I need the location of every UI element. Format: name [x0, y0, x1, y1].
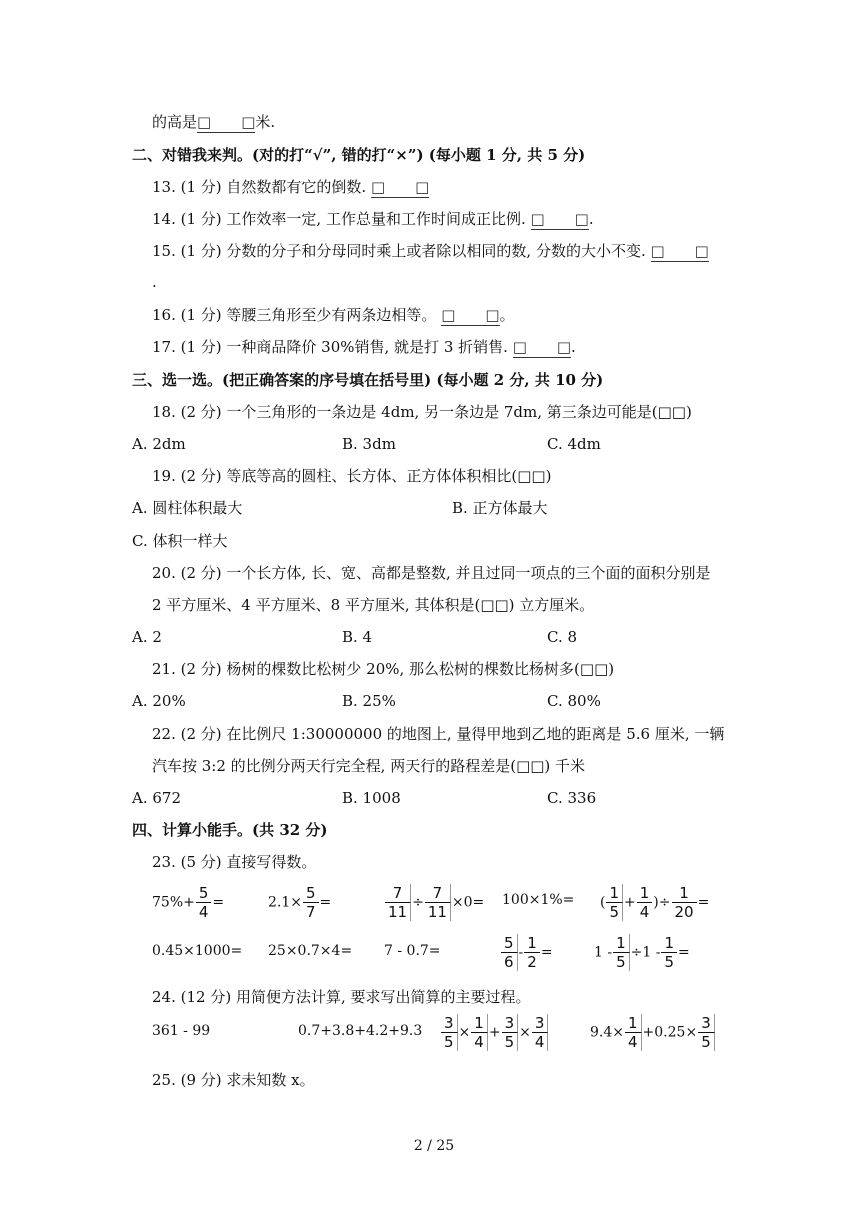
- denominator: 4: [625, 1033, 642, 1051]
- calc-item: [590, 1014, 716, 1051]
- fraction: [385, 884, 411, 921]
- calc-item: [384, 884, 484, 921]
- option-b[interactable]: B. 4: [342, 628, 373, 646]
- fraction: [625, 1014, 642, 1051]
- numerator: 3: [441, 1014, 458, 1033]
- expr-text: =: [212, 894, 225, 911]
- section-3-title: 三、选一选。(把正确答案的序号填在括号里) (每小题 2 分, 共 10 分): [132, 371, 604, 389]
- question-22-stem-cont: 汽车按 3:2 的比例分两天行完全程, 两天行的路程差是(□□) 千米: [152, 757, 586, 775]
- question-17: [152, 337, 576, 358]
- calc-item: 0.7+3.8+4.2+9.3: [298, 1023, 423, 1039]
- denominator: 4: [471, 1033, 488, 1051]
- denominator: 5: [613, 953, 630, 971]
- question-22-stem: 22. (2 分) 在比例尺 1:30000000 的地图上, 量得甲地到乙地的距离是 5.6 厘米, 一辆: [152, 725, 725, 743]
- option-a[interactable]: A. 2dm: [132, 435, 186, 453]
- operator: ÷: [412, 894, 424, 911]
- calc-item: [600, 884, 709, 921]
- option-a[interactable]: A. 672: [132, 789, 181, 807]
- numerator: 1: [672, 884, 697, 903]
- option-a[interactable]: A. 20%: [132, 692, 186, 710]
- fraction: [441, 1014, 458, 1051]
- operator: ×: [458, 1024, 471, 1041]
- paren: ): [653, 894, 659, 911]
- numerator: 3: [532, 1014, 549, 1033]
- option-b[interactable]: B. 正方体最大: [452, 499, 548, 517]
- option-a[interactable]: A. 圆柱体积最大: [132, 499, 243, 517]
- question-20-stem: 20. (2 分) 一个长方体, 长、宽、高都是整数, 并且过同一项点的三个面的面积分别是: [152, 564, 711, 582]
- denominator: 5: [698, 1033, 715, 1051]
- question-15: [152, 241, 709, 262]
- expr-text: +0.25×: [642, 1024, 698, 1041]
- answer-blank[interactable]: □ □: [530, 210, 589, 228]
- expr-text: =: [678, 944, 690, 961]
- calc-item: 0.45×1000=: [152, 943, 243, 959]
- lead-line: [152, 112, 275, 133]
- calc-item: 361 - 99: [152, 1023, 211, 1039]
- numerator: 1: [661, 934, 677, 953]
- question-text: 14. (1 分) 工作效率一定, 工作总量和工作时间成正比例.: [152, 210, 526, 228]
- denominator: 4: [532, 1033, 549, 1051]
- fraction: [524, 934, 540, 971]
- expr-text: 1 -: [594, 944, 613, 961]
- answer-blank[interactable]: □ □: [370, 178, 430, 196]
- operator: ×: [519, 1024, 531, 1041]
- denominator: 7: [306, 903, 316, 921]
- answer-blank[interactable]: □ □: [197, 113, 256, 131]
- lead-text: 的高是: [152, 113, 198, 131]
- calc-item: [500, 934, 553, 971]
- paren: (: [600, 894, 606, 911]
- question-15-cont: .: [152, 273, 157, 291]
- question-25-stem: 25. (9 分) 求未知数 x。: [152, 1071, 315, 1089]
- lead-unit: 米.: [255, 113, 276, 131]
- question-19-stem: 19. (2 分) 等底等高的圆柱、长方体、正方体体积相比(□□): [152, 467, 552, 485]
- question-14: [152, 209, 594, 230]
- section-4-title: 四、计算小能手。(共 32 分): [132, 821, 328, 839]
- option-c[interactable]: C. 体积一样大: [132, 532, 228, 550]
- denominator: 5: [664, 953, 675, 971]
- denominator: 6: [501, 953, 518, 971]
- option-b[interactable]: B. 25%: [342, 692, 396, 710]
- denominator: 11: [385, 903, 411, 921]
- question-tail: .: [571, 338, 576, 356]
- numerator: 1: [606, 884, 623, 903]
- question-text: 15. (1 分) 分数的分子和分母同时乘上或者除以相同的数, 分数的大小不变.: [152, 242, 646, 260]
- question-text: 16. (1 分) 等腰三角形至少有两条边相等。: [152, 306, 437, 324]
- denominator: 4: [198, 903, 209, 921]
- denominator: 5: [502, 1033, 519, 1051]
- expr-text: =: [319, 894, 332, 911]
- fraction: [672, 884, 697, 921]
- question-tail: .: [588, 210, 594, 228]
- operator: ÷: [658, 894, 671, 911]
- fraction: [637, 884, 653, 921]
- denominator: 5: [606, 903, 623, 921]
- numerator: 5: [303, 884, 319, 903]
- numerator: 5: [501, 934, 518, 953]
- expr-text: 2.1×: [268, 894, 302, 911]
- question-tail: 。: [499, 306, 515, 324]
- operator: +: [488, 1024, 501, 1041]
- fraction: [196, 884, 212, 921]
- option-c[interactable]: C. 4dm: [547, 435, 601, 453]
- fraction: [501, 934, 518, 971]
- fraction: [661, 934, 677, 971]
- question-21-stem: 21. (2 分) 杨树的棵数比松树少 20%, 那么松树的棵数比杨树多(□□): [152, 660, 615, 678]
- fraction: [613, 934, 630, 971]
- option-c[interactable]: C. 8: [547, 628, 578, 646]
- calc-item: 25×0.7×4=: [268, 943, 353, 959]
- numerator: 1: [625, 1014, 642, 1033]
- numerator: 3: [502, 1014, 519, 1033]
- calc-item: [440, 1014, 549, 1051]
- fraction: [303, 884, 319, 921]
- answer-blank[interactable]: □ □: [650, 242, 709, 260]
- option-c[interactable]: C. 80%: [547, 692, 601, 710]
- numerator: 1: [613, 934, 630, 953]
- question-text: 13. (1 分) 自然数都有它的倒数.: [152, 178, 367, 196]
- question-24-stem: 24. (12 分) 用简便方法计算, 要求写出简算的主要过程。: [152, 988, 531, 1006]
- section-2-title: 二、对错我来判。(对的打“√”, 错的打“×”) (每小题 1 分, 共 5 分): [132, 146, 586, 164]
- fraction: [471, 1014, 488, 1051]
- page-number: 2 / 25: [413, 1138, 455, 1154]
- answer-blank[interactable]: □ □: [512, 338, 572, 356]
- calc-item: 7 - 0.7=: [384, 943, 441, 959]
- question-16: [152, 305, 515, 326]
- operator: +: [624, 894, 636, 911]
- option-b[interactable]: B. 1008: [342, 789, 401, 807]
- operator: -: [518, 944, 524, 961]
- fraction: [606, 884, 623, 921]
- expr-text: 75%+: [152, 894, 195, 911]
- expr-text: 9.4×: [590, 1024, 624, 1041]
- calc-item: [152, 884, 224, 921]
- calc-item: [594, 934, 690, 971]
- expr-text: =: [697, 894, 710, 911]
- expr-text: ×0=: [451, 894, 485, 911]
- answer-blank[interactable]: □ □: [441, 306, 500, 324]
- question-18-stem: 18. (2 分) 一个三角形的一条边是 4dm, 另一条边是 7dm, 第三条边可能是(□□): [152, 403, 692, 421]
- question-23-stem: 23. (5 分) 直接写得数。: [152, 853, 317, 871]
- numerator: 7: [385, 884, 411, 903]
- denominator: 20: [674, 903, 694, 921]
- denominator: 4: [639, 903, 650, 921]
- denominator: 2: [527, 953, 537, 971]
- expr-text: =: [540, 944, 553, 961]
- option-a[interactable]: A. 2: [132, 628, 162, 646]
- option-c[interactable]: C. 336: [547, 789, 597, 807]
- fraction: [698, 1014, 715, 1051]
- question-13: [152, 177, 429, 198]
- numerator: 5: [196, 884, 212, 903]
- fraction: [425, 884, 451, 921]
- numerator: 7: [425, 884, 451, 903]
- numerator: 1: [524, 934, 540, 953]
- numerator: 1: [471, 1014, 488, 1033]
- calc-item: [268, 884, 331, 921]
- operator: ÷1 -: [630, 944, 661, 961]
- denominator: 5: [441, 1033, 458, 1051]
- question-text: 17. (1 分) 一种商品降价 30%销售, 就是打 3 折销售.: [152, 338, 508, 356]
- numerator: 3: [698, 1014, 715, 1033]
- calc-item: 100×1%=: [502, 892, 575, 908]
- numerator: 1: [637, 884, 653, 903]
- fraction: [502, 1014, 519, 1051]
- option-b[interactable]: B. 3dm: [342, 435, 396, 453]
- denominator: 11: [425, 903, 451, 921]
- question-20-stem-cont: 2 平方厘米、4 平方厘米、8 平方厘米, 其体积是(□□) 立方厘米。: [152, 596, 595, 614]
- fraction: [532, 1014, 549, 1051]
